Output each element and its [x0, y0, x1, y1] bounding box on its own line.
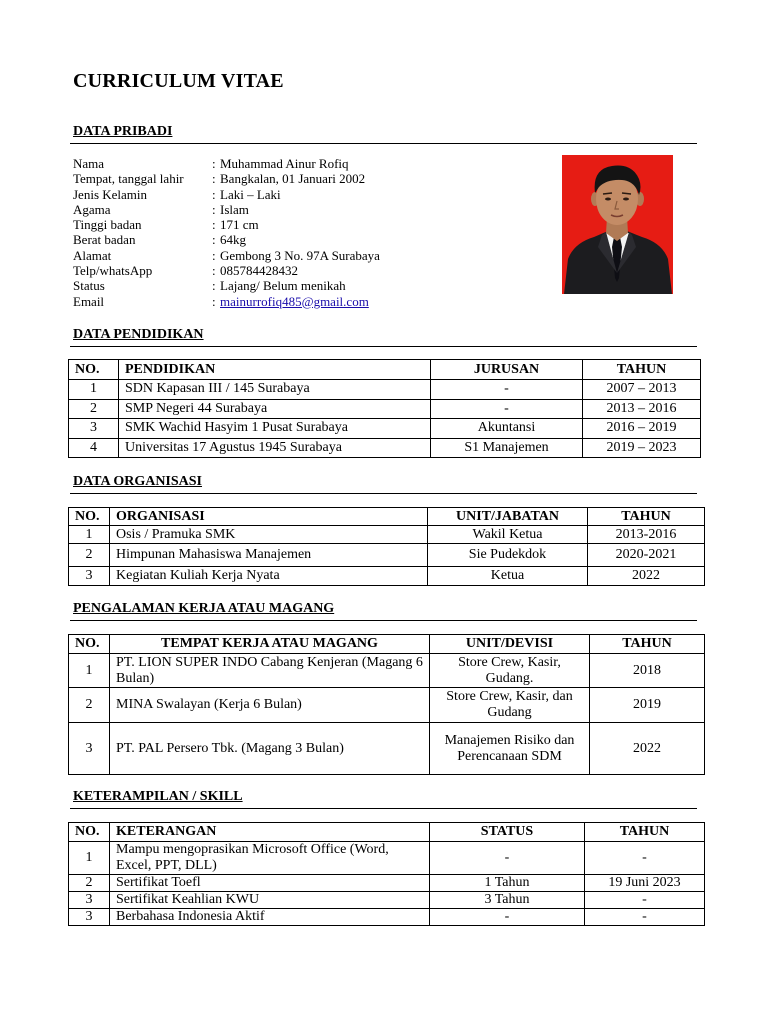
pendidikan-table	[68, 359, 701, 458]
skill-table	[68, 822, 705, 926]
table-cell: 1	[69, 842, 110, 875]
personal-row-jenis-kelamin	[73, 187, 553, 202]
column-header: TAHUN	[583, 360, 701, 380]
field-value: 171 cm	[220, 217, 259, 233]
table-cell: PT. PAL Persero Tbk. (Magang 3 Bulan)	[110, 723, 430, 775]
field-colon: :	[212, 278, 216, 294]
field-colon: :	[212, 186, 216, 202]
field-value: Laki – Laki	[220, 186, 281, 202]
field-label: Telp/whatsApp	[73, 263, 153, 279]
column-header: NO.	[69, 823, 110, 842]
table-row	[69, 419, 701, 439]
table-row	[69, 544, 705, 567]
table-cell: 2022	[590, 723, 705, 775]
table-cell: -	[585, 892, 705, 909]
personal-row-tinggi-badan	[73, 217, 553, 232]
table-cell: Store Crew, Kasir, dan Gudang	[430, 688, 590, 723]
field-value: Gembong 3 No. 97A Surabaya	[220, 247, 380, 263]
field-colon: :	[212, 232, 216, 248]
column-header: TAHUN	[588, 508, 705, 526]
section-divider	[70, 808, 697, 809]
table-row	[69, 438, 701, 458]
table-cell: 4	[69, 438, 119, 458]
field-value: Muhammad Ainur Rofiq	[220, 156, 349, 171]
table-cell: 2	[69, 875, 110, 892]
field-label: Status	[73, 278, 105, 294]
table-cell: S1 Manajemen	[431, 438, 583, 458]
table-row	[69, 567, 705, 586]
section-heading-pengalaman-kerja: PENGALAMAN KERJA ATAU MAGANG	[73, 601, 335, 616]
column-header: KETERANGAN	[110, 823, 430, 842]
personal-row-email	[73, 294, 553, 309]
table-header-row	[69, 823, 705, 842]
table-cell: -	[430, 909, 585, 926]
column-header: TAHUN	[590, 635, 705, 654]
field-value: 085784428432	[220, 263, 298, 279]
field-label: Nama	[73, 156, 105, 171]
column-header: UNIT/DEVISI	[430, 635, 590, 654]
field-value: Lajang/ Belum menikah	[220, 278, 346, 294]
personal-row-nama	[73, 156, 553, 171]
table-cell: 19 Juni 2023	[585, 875, 705, 892]
section-heading-data-pribadi: DATA PRIBADI	[73, 124, 173, 139]
table-cell: 1 Tahun	[430, 875, 585, 892]
column-header: TEMPAT KERJA ATAU MAGANG	[110, 635, 430, 654]
personal-row-telp	[73, 263, 553, 278]
table-row	[69, 723, 705, 775]
field-label: Tinggi badan	[73, 217, 142, 233]
table-cell: 2019 – 2023	[583, 438, 701, 458]
field-colon: :	[212, 263, 216, 279]
personal-row-agama	[73, 202, 553, 217]
column-header: TAHUN	[585, 823, 705, 842]
table-header-row	[69, 635, 705, 654]
table-header-row	[69, 508, 705, 526]
table-row	[69, 380, 701, 400]
table-row	[69, 909, 705, 926]
table-cell: 3	[69, 909, 110, 926]
table-cell: SDN Kapasan III / 145 Surabaya	[119, 380, 431, 400]
section-heading-data-pendidikan: DATA PENDIDIKAN	[73, 327, 204, 342]
column-header: NO.	[69, 635, 110, 654]
table-cell: Sertifikat Keahlian KWU	[110, 892, 430, 909]
table-cell: SMK Wachid Hasyim 1 Pusat Surabaya	[119, 419, 431, 439]
field-label: Tempat, tanggal lahir	[73, 171, 184, 187]
table-cell: 1	[69, 654, 110, 688]
section-divider	[70, 620, 697, 621]
table-cell: Universitas 17 Agustus 1945 Surabaya	[119, 438, 431, 458]
field-colon: :	[212, 156, 216, 171]
table-cell: MINA Swalayan (Kerja 6 Bulan)	[110, 688, 430, 723]
column-header: NO.	[69, 360, 119, 380]
table-cell: Kegiatan Kuliah Kerja Nyata	[110, 567, 428, 586]
table-cell: Store Crew, Kasir, Gudang.	[430, 654, 590, 688]
table-cell: 1	[69, 526, 110, 544]
table-cell: SMP Negeri 44 Surabaya	[119, 399, 431, 419]
table-row	[69, 842, 705, 875]
section-heading-keterampilan: KETERAMPILAN / SKILL	[73, 789, 243, 804]
table-cell: 2013 – 2016	[583, 399, 701, 419]
section-divider	[70, 143, 697, 144]
table-cell: 2022	[588, 567, 705, 586]
table-cell: 2019	[590, 688, 705, 723]
personal-row-alamat	[73, 248, 553, 263]
field-colon: :	[212, 201, 216, 217]
table-cell: 2007 – 2013	[583, 380, 701, 400]
table-cell: 2	[69, 544, 110, 567]
table-cell: 2020-2021	[588, 544, 705, 567]
field-label: Berat badan	[73, 232, 136, 248]
personal-row-status	[73, 278, 553, 293]
personal-row-berat-badan	[73, 232, 553, 247]
table-cell: -	[585, 909, 705, 926]
column-header: PENDIDIKAN	[119, 360, 431, 380]
pengalaman-table	[68, 634, 705, 775]
table-cell: Berbahasa Indonesia Aktif	[110, 909, 430, 926]
table-cell: Ketua	[428, 567, 588, 586]
table-row	[69, 526, 705, 544]
table-cell: Wakil Ketua	[428, 526, 588, 544]
field-label: Alamat	[73, 247, 112, 263]
field-label: Jenis Kelamin	[73, 186, 148, 202]
profile-photo	[562, 155, 673, 294]
table-cell: 2018	[590, 654, 705, 688]
person-portrait-icon	[562, 155, 673, 294]
table-row	[69, 688, 705, 723]
section-divider	[70, 493, 697, 494]
table-cell: -	[585, 842, 705, 875]
table-cell: -	[430, 842, 585, 875]
table-cell: 2016 – 2019	[583, 419, 701, 439]
table-cell: 3	[69, 419, 119, 439]
email-link[interactable]: mainurrofiq485@gmail.com	[220, 293, 369, 309]
table-cell: 3 Tahun	[430, 892, 585, 909]
column-header: ORGANISASI	[110, 508, 428, 526]
personal-row-ttl	[73, 171, 553, 186]
field-colon: :	[212, 217, 216, 233]
field-colon: :	[212, 171, 216, 187]
field-colon: :	[212, 247, 216, 263]
field-label: Agama	[73, 201, 111, 217]
field-label: Email	[73, 293, 105, 309]
field-colon: :	[212, 293, 216, 309]
organisasi-table	[68, 507, 705, 586]
table-row	[69, 654, 705, 688]
table-cell: 3	[69, 567, 110, 586]
table-cell: 3	[69, 892, 110, 909]
table-cell: -	[431, 399, 583, 419]
table-cell: 3	[69, 723, 110, 775]
table-cell: Osis / Pramuka SMK	[110, 526, 428, 544]
column-header: JURUSAN	[431, 360, 583, 380]
table-cell: 2013-2016	[588, 526, 705, 544]
table-cell: Manajemen Risiko dan Perencanaan SDM	[430, 723, 590, 775]
table-cell: Himpunan Mahasiswa Manajemen	[110, 544, 428, 567]
table-cell: Akuntansi	[431, 419, 583, 439]
table-row	[69, 892, 705, 909]
table-cell: Sertifikat Toefl	[110, 875, 430, 892]
field-value: 64kg	[220, 232, 246, 248]
table-row	[69, 875, 705, 892]
table-cell: 2	[69, 688, 110, 723]
table-header-row	[69, 360, 701, 380]
table-cell: Sie Pudekdok	[428, 544, 588, 567]
section-heading-data-organisasi: DATA ORGANISASI	[73, 474, 203, 489]
field-value: Bangkalan, 01 Januari 2002	[220, 171, 366, 187]
table-cell: 1	[69, 380, 119, 400]
field-value: Islam	[220, 201, 249, 217]
table-cell: Mampu mengoprasikan Microsoft Office (Word, Excel, PPT, DLL)	[110, 842, 430, 875]
column-header: NO.	[69, 508, 110, 526]
table-cell: -	[431, 380, 583, 400]
personal-data-list	[73, 156, 553, 309]
column-header: UNIT/JABATAN	[428, 508, 588, 526]
page-title: CURRICULUM VITAE	[73, 70, 284, 92]
table-row	[69, 399, 701, 419]
table-cell: 2	[69, 399, 119, 419]
table-cell: PT. LION SUPER INDO Cabang Kenjeran (Magang 6 Bulan)	[110, 654, 430, 688]
section-divider	[70, 346, 697, 347]
column-header: STATUS	[430, 823, 585, 842]
